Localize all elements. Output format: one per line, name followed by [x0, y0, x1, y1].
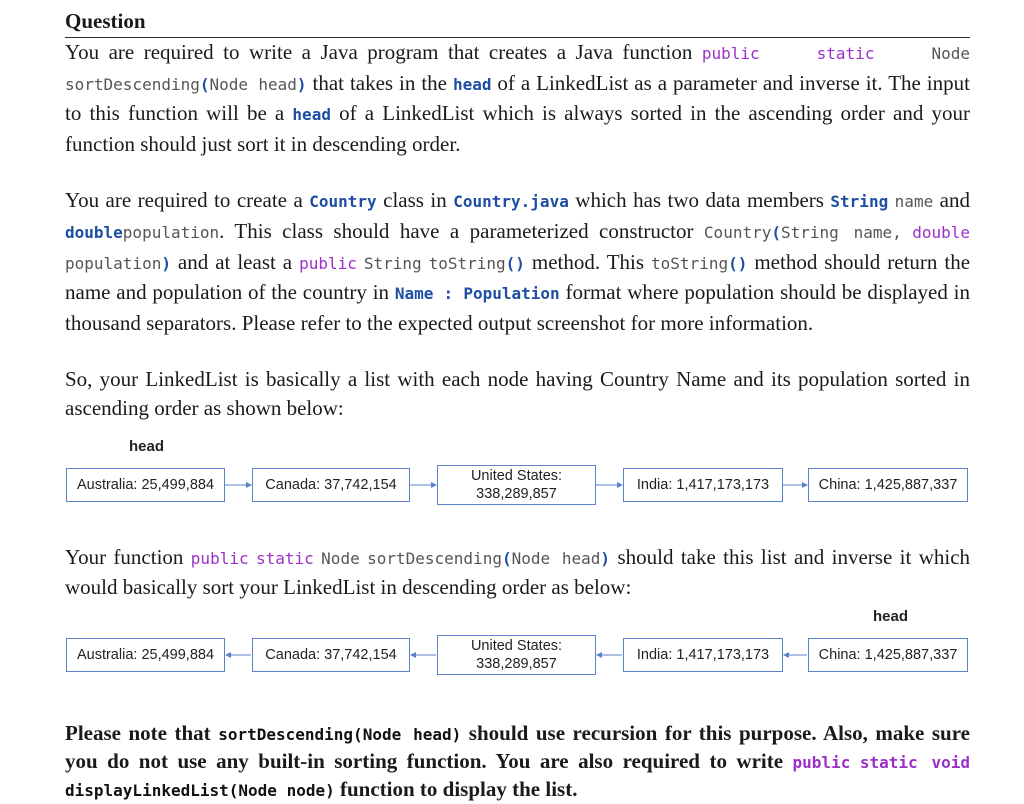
text: class in	[376, 188, 454, 213]
node-canada	[252, 638, 410, 672]
node-label: China: 1,425,887,337	[818, 647, 958, 663]
code-name: name	[894, 192, 934, 212]
code-sort-descending: sortDescending	[218, 724, 354, 744]
code-sort-descending: sortDescending	[367, 548, 502, 568]
ascending-list-diagram	[0, 436, 1024, 516]
code-paren: (	[771, 222, 781, 242]
node-label-line1: United States:	[470, 468, 563, 484]
node-china	[808, 468, 968, 502]
code-paren: )	[325, 780, 335, 800]
code-string-type: String	[363, 253, 422, 273]
code-tostring: toString	[651, 253, 729, 273]
node-australia	[66, 468, 225, 502]
code-string: String	[830, 192, 889, 212]
paragraph-intro	[65, 38, 970, 158]
text: should take this list and inverse it which would basically sort your LinkedList in descending order as below:	[65, 544, 971, 600]
text: and	[933, 188, 970, 213]
code-sort-descending: sortDescending	[65, 74, 200, 94]
text: of a LinkedList as a parameter and inverse it. The input to this function will be a	[65, 70, 970, 126]
text: that takes in the	[306, 70, 453, 95]
paragraph-note	[65, 720, 970, 804]
code-param: Node head	[362, 724, 452, 744]
head-label: head	[129, 438, 165, 455]
paragraph-function	[65, 543, 970, 602]
code-node: Node	[931, 44, 970, 63]
code-parens: ()	[728, 253, 748, 273]
question-title: Question	[65, 6, 970, 38]
code-param: Node head	[511, 548, 601, 568]
code-public: public	[792, 752, 851, 772]
node-label-line2: 338,289,857	[476, 656, 557, 672]
node-label: Canada: 37,742,154	[265, 477, 397, 493]
descending-list-diagram	[0, 606, 1024, 686]
code-paren: )	[451, 724, 462, 744]
text: method should return the name and population of the country in	[65, 249, 971, 305]
text: Your function	[65, 544, 191, 569]
node-label: Canada: 37,742,154	[265, 647, 397, 663]
node-label: Australia: 25,499,884	[76, 477, 215, 493]
code-display-linked-list: displayLinkedList	[65, 780, 229, 800]
text: should use recursion for this purpose. Also, make sure you do not use any built-in sorting function. You are also required to write	[65, 720, 970, 773]
node-label-line1: United States:	[470, 638, 563, 654]
text: Please note that	[65, 720, 219, 745]
node-label: China: 1,425,887,337	[818, 477, 958, 493]
code-ctor-args: String name,	[781, 222, 902, 242]
node-label	[471, 467, 562, 503]
code-static-void: static void	[859, 752, 970, 772]
code-paren: (	[199, 74, 210, 94]
code-paren: (	[353, 724, 363, 744]
code-head: head	[292, 105, 331, 125]
code-country-java: Country.java	[453, 192, 569, 212]
node-united-states	[437, 635, 596, 675]
text: You are required to write a Java program that creates a Java function	[65, 40, 702, 64]
text: and at least a	[170, 249, 300, 274]
node-canada	[252, 468, 410, 502]
text: function to display the list.	[334, 776, 578, 801]
node-india	[623, 638, 783, 672]
code-public: public	[190, 548, 249, 568]
code-static: static	[255, 548, 314, 568]
node-united-states	[437, 465, 596, 505]
text: method. This	[524, 249, 652, 274]
code-paren: )	[296, 74, 307, 94]
node-india	[623, 468, 783, 502]
code-paren: )	[161, 253, 171, 273]
code-double: double	[65, 222, 123, 242]
text: . This class should have a parameterized constructor	[219, 218, 704, 243]
code-name-population: Name : Population	[394, 284, 560, 304]
code-param: Node head	[209, 74, 297, 94]
node-label-line2: 338,289,857	[476, 486, 557, 502]
node-label: Australia: 25,499,884	[76, 647, 215, 663]
code-public: public	[299, 253, 357, 273]
text: of a LinkedList which is always sorted in the ascending order and your function should just sort it in descending order.	[65, 101, 970, 156]
head-label: head	[873, 608, 909, 625]
code-paren: (	[228, 780, 239, 800]
code-head: head	[452, 74, 492, 94]
text: You are required to create a	[65, 188, 310, 213]
code-paren: )	[600, 548, 611, 568]
code-ctor: Country	[703, 222, 772, 242]
code-node: Node	[321, 548, 360, 568]
code-population: population	[122, 222, 220, 242]
code-public: public	[701, 44, 760, 63]
paragraph-linkedlist: So, your LinkedList is basically a list with each node having Country Name and its population sorted in ascending order as shown below:	[65, 367, 970, 420]
node-label: India: 1,417,173,173	[636, 647, 770, 663]
code-parens: ()	[505, 253, 525, 273]
node-label	[471, 637, 562, 673]
code-double-kw: double	[912, 222, 971, 242]
text: format where population should be displayed in thousand separators. Please refer to the expected output screenshot for more information.	[65, 280, 970, 335]
code-ctor-args: population	[65, 253, 162, 273]
code-paren: (	[501, 548, 512, 568]
node-china	[808, 638, 968, 672]
node-australia	[66, 638, 225, 672]
code-param: Node node	[238, 780, 326, 800]
code-tostring: toString	[428, 253, 506, 273]
text: which has two data members	[568, 188, 831, 213]
code-static: static	[816, 44, 875, 63]
code-country: Country	[309, 192, 377, 212]
node-label: India: 1,417,173,173	[636, 477, 770, 493]
paragraph-country-class	[65, 186, 970, 337]
